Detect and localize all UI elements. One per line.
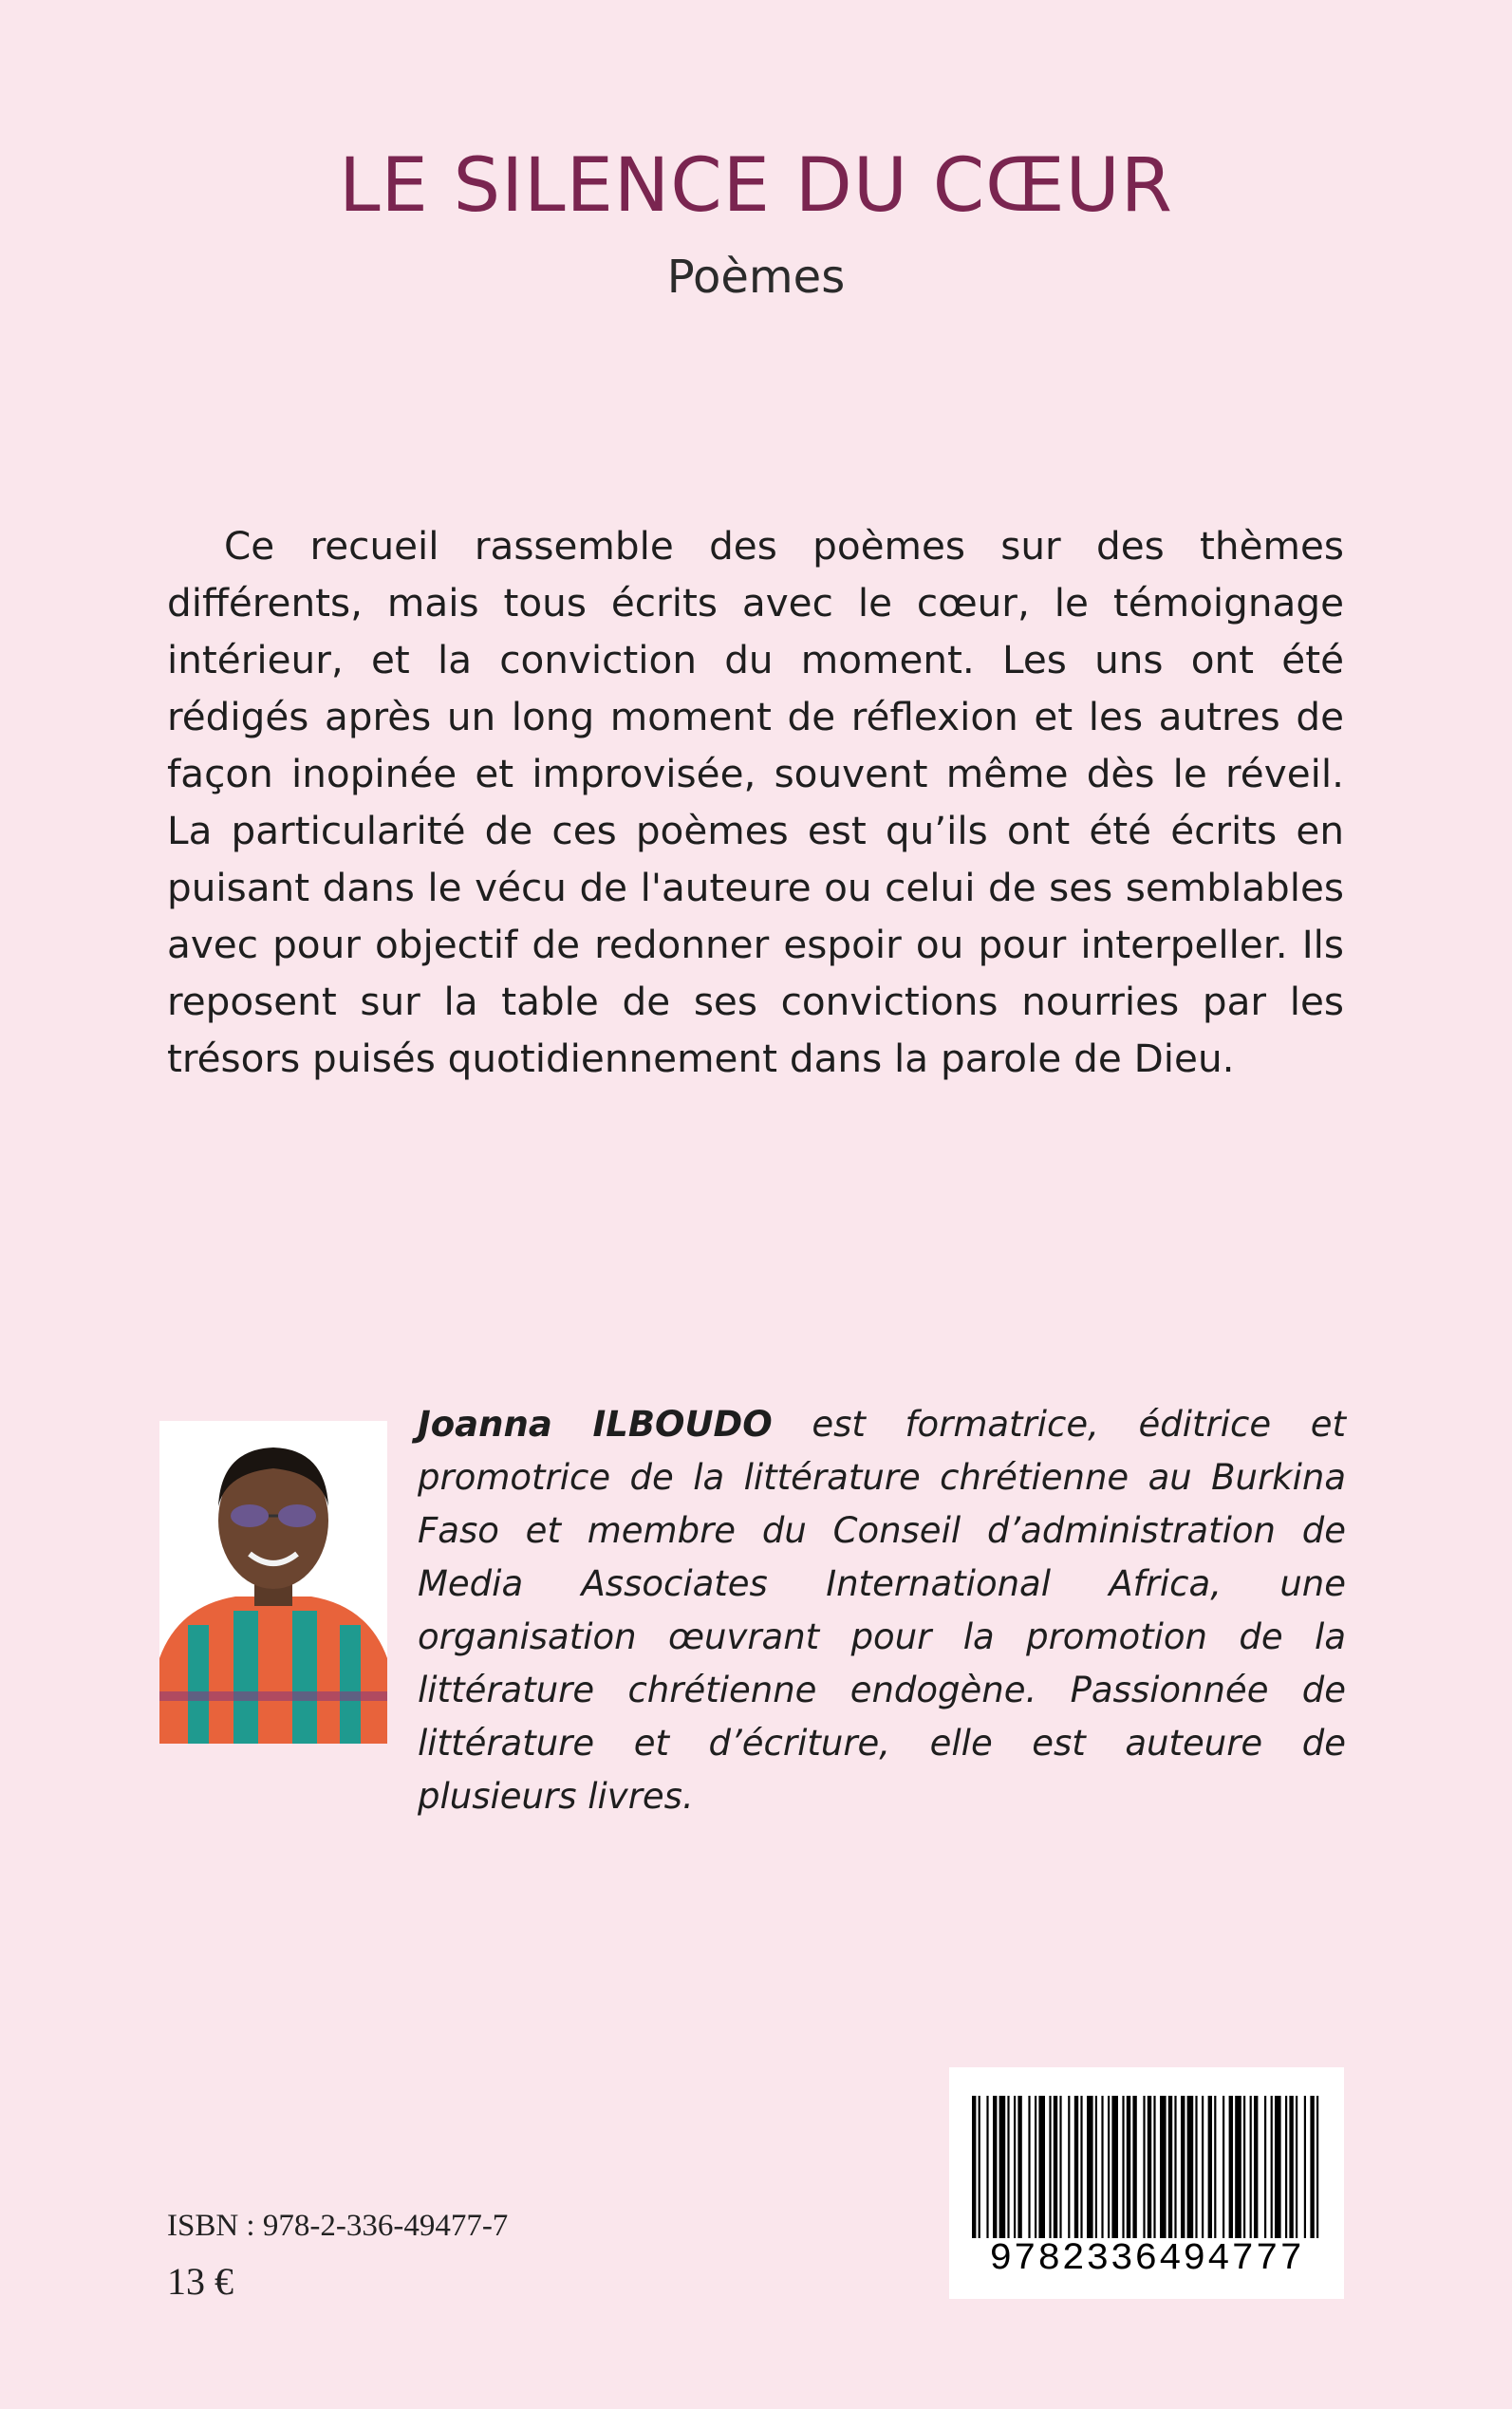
barcode-bar	[1264, 2096, 1266, 2238]
barcode-bar	[1254, 2096, 1258, 2238]
barcode-bar	[1068, 2096, 1070, 2238]
book-subtitle: Poèmes	[666, 251, 846, 304]
barcode-bar	[1296, 2096, 1297, 2238]
barcode-bar	[1187, 2096, 1194, 2238]
barcode-bar	[1304, 2096, 1306, 2238]
barcode-bar	[1174, 2096, 1176, 2238]
barcode-bar	[999, 2096, 1006, 2238]
barcode-bar	[1160, 2096, 1167, 2238]
author-bio-text: est formatrice, éditrice et promotrice de la littérature chrétienne au Burkina Faso et membre du Conseil d’administration de Media Associates International Africa, une organisation œuvrant pour la promotion de la littérature chrétienne endogène. Passionnée de littérature et d’écriture, elle est auteure de plusieurs livres.	[418, 1404, 1346, 1817]
barcode-bar	[1087, 2096, 1093, 2238]
barcode-bar	[1049, 2096, 1051, 2238]
barcode-bar	[1223, 2096, 1224, 2238]
barcode-bar	[1148, 2096, 1151, 2238]
barcode-bar	[1007, 2096, 1009, 2238]
barcode-bar	[1017, 2096, 1021, 2238]
barcode-bar	[1074, 2096, 1078, 2238]
barcode-bar	[1195, 2096, 1197, 2238]
barcode-bar	[1168, 2096, 1172, 2238]
barcode-bar	[1127, 2096, 1130, 2238]
barcode-bar	[1250, 2096, 1252, 2238]
barcode-bar	[993, 2096, 997, 2238]
barcode-bar	[1108, 2096, 1110, 2238]
barcode-bar	[986, 2096, 988, 2238]
barcode-bar	[1143, 2096, 1145, 2238]
barcode-bar	[1132, 2096, 1136, 2238]
author-photo	[159, 1421, 387, 1744]
barcode-bar	[1153, 2096, 1155, 2238]
barcode-bar	[1028, 2096, 1030, 2238]
author-bio	[418, 1398, 1346, 1823]
book-title: LE SILENCE DU CŒUR	[339, 143, 1173, 229]
barcode-bar	[1101, 2096, 1103, 2238]
barcode-bar	[1080, 2096, 1082, 2238]
barcode-bar	[1095, 2096, 1097, 2238]
barcode-bar	[972, 2096, 976, 2238]
barcode-bar	[1289, 2096, 1293, 2238]
barcode-bar	[1243, 2096, 1245, 2238]
author-portrait-icon	[159, 1421, 387, 1744]
barcode-bar	[1275, 2096, 1281, 2238]
barcode-digits: 9782336494777	[989, 2238, 1304, 2281]
barcode-bar	[1111, 2096, 1118, 2238]
barcode-bar	[1202, 2096, 1204, 2238]
barcode-bar	[1038, 2096, 1045, 2238]
barcode	[949, 2067, 1344, 2299]
barcode-icon	[968, 2096, 1325, 2238]
barcode-bar	[1014, 2096, 1016, 2238]
isbn: ISBN : 978-2-336-49477-7	[167, 2209, 509, 2243]
barcode-bar	[1235, 2096, 1241, 2238]
barcode-bar	[979, 2096, 980, 2238]
barcode-bar	[1285, 2096, 1287, 2238]
author-name: Joanna ILBOUDO	[418, 1404, 773, 1445]
barcode-bar	[1310, 2096, 1314, 2238]
barcode-bar	[1059, 2096, 1061, 2238]
barcode-bar	[1214, 2096, 1216, 2238]
barcode-bar	[1035, 2096, 1036, 2238]
barcode-bar	[1122, 2096, 1124, 2238]
barcode-bar	[1271, 2096, 1273, 2238]
barcode-bar	[1208, 2096, 1212, 2238]
barcode-bar	[1316, 2096, 1318, 2238]
barcode-bar	[1054, 2096, 1057, 2238]
book-blurb: Ce recueil rassemble des poèmes sur des thèmes différents, mais tous écrits avec le cœur, le témoignage intérieur, et la conviction du moment. Les uns ont été rédigés après un long moment de réflexion et les autres de façon inopinée et improvisée, souvent même dès le réveil. La particularité de ces poèmes est qu’ils ont été écrits en puisant dans le vécu de l'auteure ou celui de ses semblables avec pour objectif de redonner espoir ou pour interpeller. Ils reposent sur la table de ses convictions nourries par les trésors puisés quotidiennement dans la parole de Dieu.	[167, 523, 1344, 1081]
barcode-bar	[1229, 2096, 1233, 2238]
price: 13 €	[167, 2260, 233, 2303]
barcode-bar	[1181, 2096, 1185, 2238]
